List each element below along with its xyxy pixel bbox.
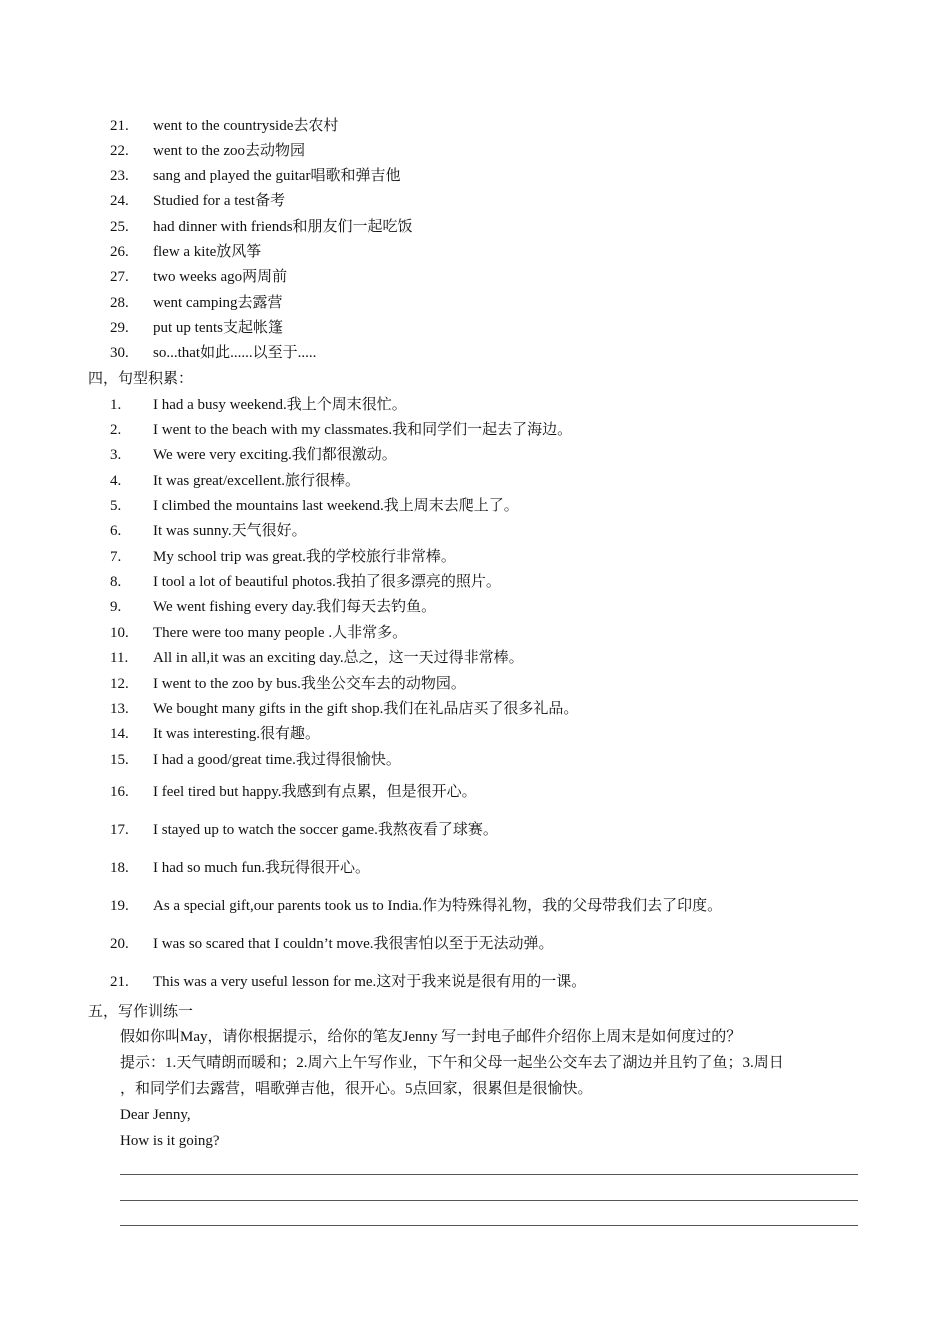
item-number: 3. [110, 447, 122, 463]
item-number: 7. [110, 549, 122, 565]
item-number: 14. [110, 726, 129, 742]
item-text: It was great/excellent.旅行很棒。 [153, 473, 361, 489]
item-text: went camping去露营 [153, 295, 283, 311]
item-number: 11. [110, 650, 129, 666]
item-number: 16. [110, 784, 129, 800]
item-number: 2. [110, 422, 122, 438]
item-number: 13. [110, 701, 129, 717]
section-heading-sentences: 四，句型积累： [88, 371, 194, 387]
item-number: 28. [110, 295, 129, 311]
item-text: so...that如此......以至于..... [153, 345, 317, 361]
item-text: I tool a lot of beautiful photos.我拍了很多漂亮的照片。 [153, 574, 501, 590]
item-text: put up tents支起帐篷 [153, 320, 283, 336]
item-text: sang and played the guitar唱歌和弹吉他 [153, 168, 401, 184]
item-text: All in all,it was an exciting day.总之，这一天过得非常棒。 [153, 650, 524, 666]
writing-prompt: 假如你叫May，请你根据提示，给你的笔友Jenny 写一封电子邮件介绍你上周末是如何度过的？ [120, 1029, 742, 1045]
item-number: 4. [110, 473, 122, 489]
item-text: We went fishing every day.我们每天去钓鱼。 [153, 599, 437, 615]
item-text: went to the zoo去动物园 [153, 143, 306, 159]
item-text: I was so scared that I couldn’t move.我很害怕以至于无法动弹。 [153, 936, 554, 952]
item-text: went to the countryside去农村 [153, 118, 339, 134]
item-text: I went to the zoo by bus.我坐公交车去的动物园。 [153, 676, 466, 692]
item-number: 10. [110, 625, 129, 641]
letter-greeting: Dear Jenny, [120, 1107, 191, 1123]
item-number: 6. [110, 523, 122, 539]
item-text: two weeks ago两周前 [153, 269, 288, 285]
writing-hint-line-2: ，和同学们去露营，唱歌弹吉他，很开心。5点回家，很累但是很愉快。 [120, 1081, 593, 1097]
item-text: flew a kite放风筝 [153, 244, 262, 260]
item-text: My school trip was great.我的学校旅行非常棒。 [153, 549, 456, 565]
item-number: 12. [110, 676, 129, 692]
item-number: 22. [110, 143, 129, 159]
item-text: I had so much fun.我玩得很开心。 [153, 860, 371, 876]
item-text: It was interesting.很有趣。 [153, 726, 321, 742]
item-text: We were very exciting.我们都很激动。 [153, 447, 397, 463]
item-number: 25. [110, 219, 129, 235]
item-text: It was sunny.天气很好。 [153, 523, 307, 539]
item-number: 27. [110, 269, 129, 285]
item-number: 1. [110, 397, 122, 413]
item-number: 23. [110, 168, 129, 184]
item-text: As a special gift,our parents took us to India.作为特殊得礼物，我的父母带我们去了印度。 [153, 898, 723, 914]
item-number: 9. [110, 599, 122, 615]
item-text: I had a good/great time.我过得很愉快。 [153, 752, 401, 768]
item-number: 26. [110, 244, 129, 260]
item-text: I had a busy weekend.我上个周末很忙。 [153, 397, 407, 413]
item-text: There were too many people .人非常多。 [153, 625, 408, 641]
writing-hint-line-1: 提示：1.天气晴朗而暖和；2.周六上午写作业，下午和父母一起坐公交车去了湖边并且钓了鱼；3.周日 [120, 1055, 784, 1071]
answer-line[interactable] [120, 1174, 858, 1175]
letter-opening: How is it going? [120, 1133, 220, 1149]
section-heading-writing: 五，写作训练一 [88, 1004, 194, 1020]
item-number: 18. [110, 860, 129, 876]
item-number: 29. [110, 320, 129, 336]
item-text: I feel tired but happy.我感到有点累，但是很开心。 [153, 784, 477, 800]
answer-line[interactable] [120, 1200, 858, 1201]
item-text: had dinner with friends和朋友们一起吃饭 [153, 219, 413, 235]
item-text: I stayed up to watch the soccer game.我熬夜看了球赛。 [153, 822, 498, 838]
item-number: 30. [110, 345, 129, 361]
item-text: I went to the beach with my classmates.我和同学们一起去了海边。 [153, 422, 573, 438]
item-number: 5. [110, 498, 122, 514]
item-number: 21. [110, 974, 129, 990]
item-text: Studied for a test备考 [153, 193, 286, 209]
item-number: 21. [110, 118, 129, 134]
item-number: 19. [110, 898, 129, 914]
item-number: 8. [110, 574, 122, 590]
item-text: This was a very useful lesson for me.这对于我来说是很有用的一课。 [153, 974, 587, 990]
item-text: We bought many gifts in the gift shop.我们在礼品店买了很多礼品。 [153, 701, 579, 717]
item-number: 20. [110, 936, 129, 952]
item-number: 17. [110, 822, 129, 838]
item-number: 15. [110, 752, 129, 768]
answer-line[interactable] [120, 1225, 858, 1226]
item-number: 24. [110, 193, 129, 209]
item-text: I climbed the mountains last weekend.我上周末去爬上了。 [153, 498, 519, 514]
